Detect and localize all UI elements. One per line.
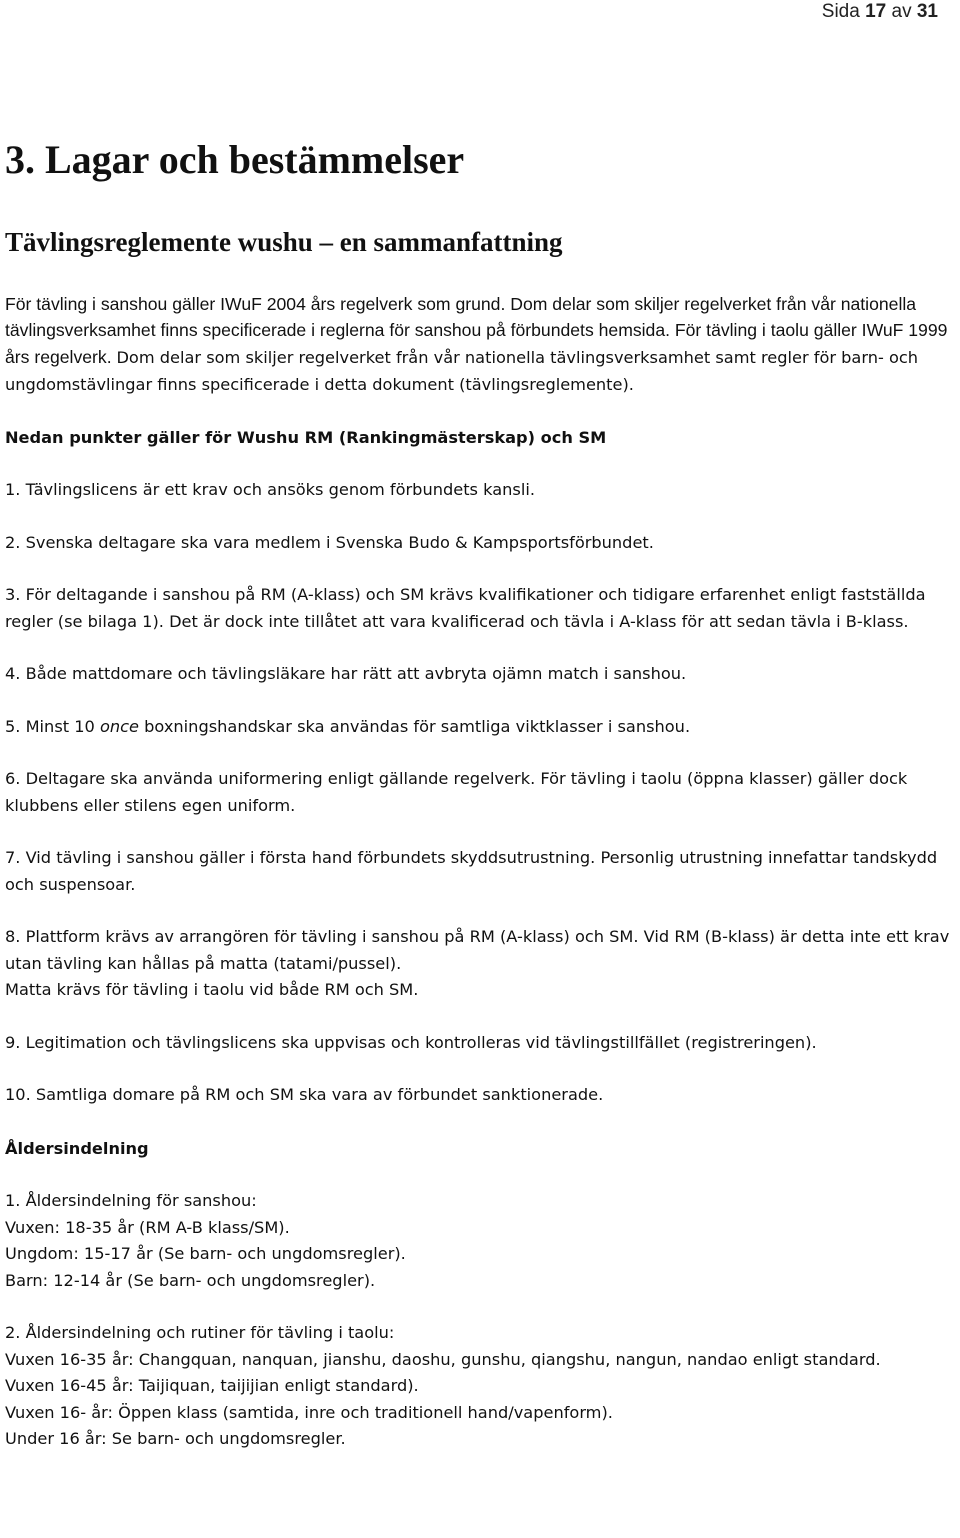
intro-part-2: Dom delar som skiljer regelverket från vår nationella tävlingsverksamhet samt regler för barn- och ungdomstävlingar finns specificerade i detta dokument (tävlingsreglemente). bbox=[5, 347, 919, 395]
page-number bbox=[822, 0, 938, 24]
age-taolu-line: Vuxen 16-45 år: Taijiquan, taijijian enligt standard). bbox=[5, 1376, 419, 1396]
rule-item-8 bbox=[5, 924, 955, 1004]
page-number-separator: av bbox=[891, 1, 912, 22]
rule-item-6: 6. Deltagare ska använda uniformering enligt gällande regelverk. För tävling i taolu (öppna klasser) gäller dock klubbens eller stilens egen uniform. bbox=[5, 769, 908, 815]
page-number-total: 31 bbox=[916, 1, 938, 22]
rule-item-8-line-2: Matta krävs för tävling i taolu vid både RM och SM. bbox=[5, 980, 419, 1000]
age-sanshou-heading: 1. Åldersindelning för sanshou: bbox=[5, 1191, 257, 1211]
rule-item-5-before: 5. Minst 10 bbox=[5, 716, 100, 736]
age-sanshou-block bbox=[5, 1188, 955, 1294]
page-subtitle: Tävlingsreglemente wushu – en sammanfattning bbox=[5, 227, 563, 257]
page-number-prefix: Sida bbox=[821, 1, 860, 22]
age-taolu-line: Vuxen 16- år: Öppen klass (samtida, inre och traditionell hand/vapenform). bbox=[5, 1402, 613, 1422]
page-number-current: 17 bbox=[865, 1, 887, 22]
intro-paragraph bbox=[5, 291, 955, 399]
age-taolu-block bbox=[5, 1320, 955, 1453]
rule-item-5-after: boxningshandskar ska användas för samtliga viktklasser i sanshou. bbox=[139, 716, 691, 736]
age-sanshou-line: Barn: 12-14 år (Se barn- och ungdomsregler). bbox=[5, 1270, 376, 1290]
rule-item-1: 1. Tävlingslicens är ett krav och ansöks genom förbundets kansli. bbox=[5, 480, 535, 500]
age-taolu-line: Under 16 år: Se barn- och ungdomsregler. bbox=[5, 1429, 346, 1449]
rule-item-10: 10. Samtliga domare på RM och SM ska vara av förbundet sanktionerade. bbox=[5, 1085, 604, 1105]
age-taolu-line: Vuxen 16-35 år: Changquan, nanquan, jianshu, daoshu, gunshu, qiangshu, nangun, nandao enligt standard. bbox=[5, 1349, 881, 1369]
rule-item-5-italic: once bbox=[99, 716, 140, 736]
rule-item-7: 7. Vid tävling i sanshou gäller i första hand förbundets skyddsutrustning. Personlig utrustning innefattar tandskydd och suspensoar. bbox=[5, 848, 938, 894]
rule-item-3: 3. För deltagande i sanshou på RM (A-klass) och SM krävs kvalifikationer och tidigare erfarenhet enligt fastställda regler (se bilaga 1). Det är dock inte tillåtet att vara kvalificerad och tävla i A-klass för att sedan tävla i B-klass. bbox=[5, 585, 926, 631]
age-sanshou-line: Vuxen: 18-35 år (RM A-B klass/SM). bbox=[5, 1217, 290, 1237]
age-taolu-heading: 2. Åldersindelning och rutiner för tävling i taolu: bbox=[5, 1323, 395, 1343]
rule-item-5 bbox=[5, 714, 955, 741]
age-sanshou-line: Ungdom: 15-17 år (Se barn- och ungdomsregler). bbox=[5, 1244, 406, 1264]
rules-heading: Nedan punkter gäller för Wushu RM (Rankingmästerskap) och SM bbox=[5, 427, 607, 447]
rule-item-4: 4. Både mattdomare och tävlingsläkare har rätt att avbryta ojämn match i sanshou. bbox=[5, 664, 687, 684]
page-title: 3. Lagar och bestämmelser bbox=[5, 137, 465, 182]
age-heading: Åldersindelning bbox=[5, 1138, 149, 1158]
rule-item-8-line-1: 8. Plattform krävs av arrangören för tävling i sanshou på RM (A-klass) och SM. Vid RM (B-klass) är detta inte ett krav utan tävling kan hållas på matta (tatami/pussel). bbox=[5, 927, 950, 973]
rule-item-2: 2. Svenska deltagare ska vara medlem i Svenska Budo & Kampsportsförbundet. bbox=[5, 532, 654, 552]
intro-part-1: För tävling i sanshou gäller IWuF 2004 års regelverk som grund. Dom delar som skiljer regelverket från vår nationella tävlingsverksamhet finns specificerade i reglerna för sanshou på förbundets hemsida. För tävling i taolu gäller IWuF 1999 års regelverk. bbox=[5, 294, 948, 367]
document-body bbox=[5, 134, 955, 1453]
rule-item-9: 9. Legitimation och tävlingslicens ska uppvisas och kontrolleras vid tävlingstillfället (registreringen). bbox=[5, 1032, 817, 1052]
